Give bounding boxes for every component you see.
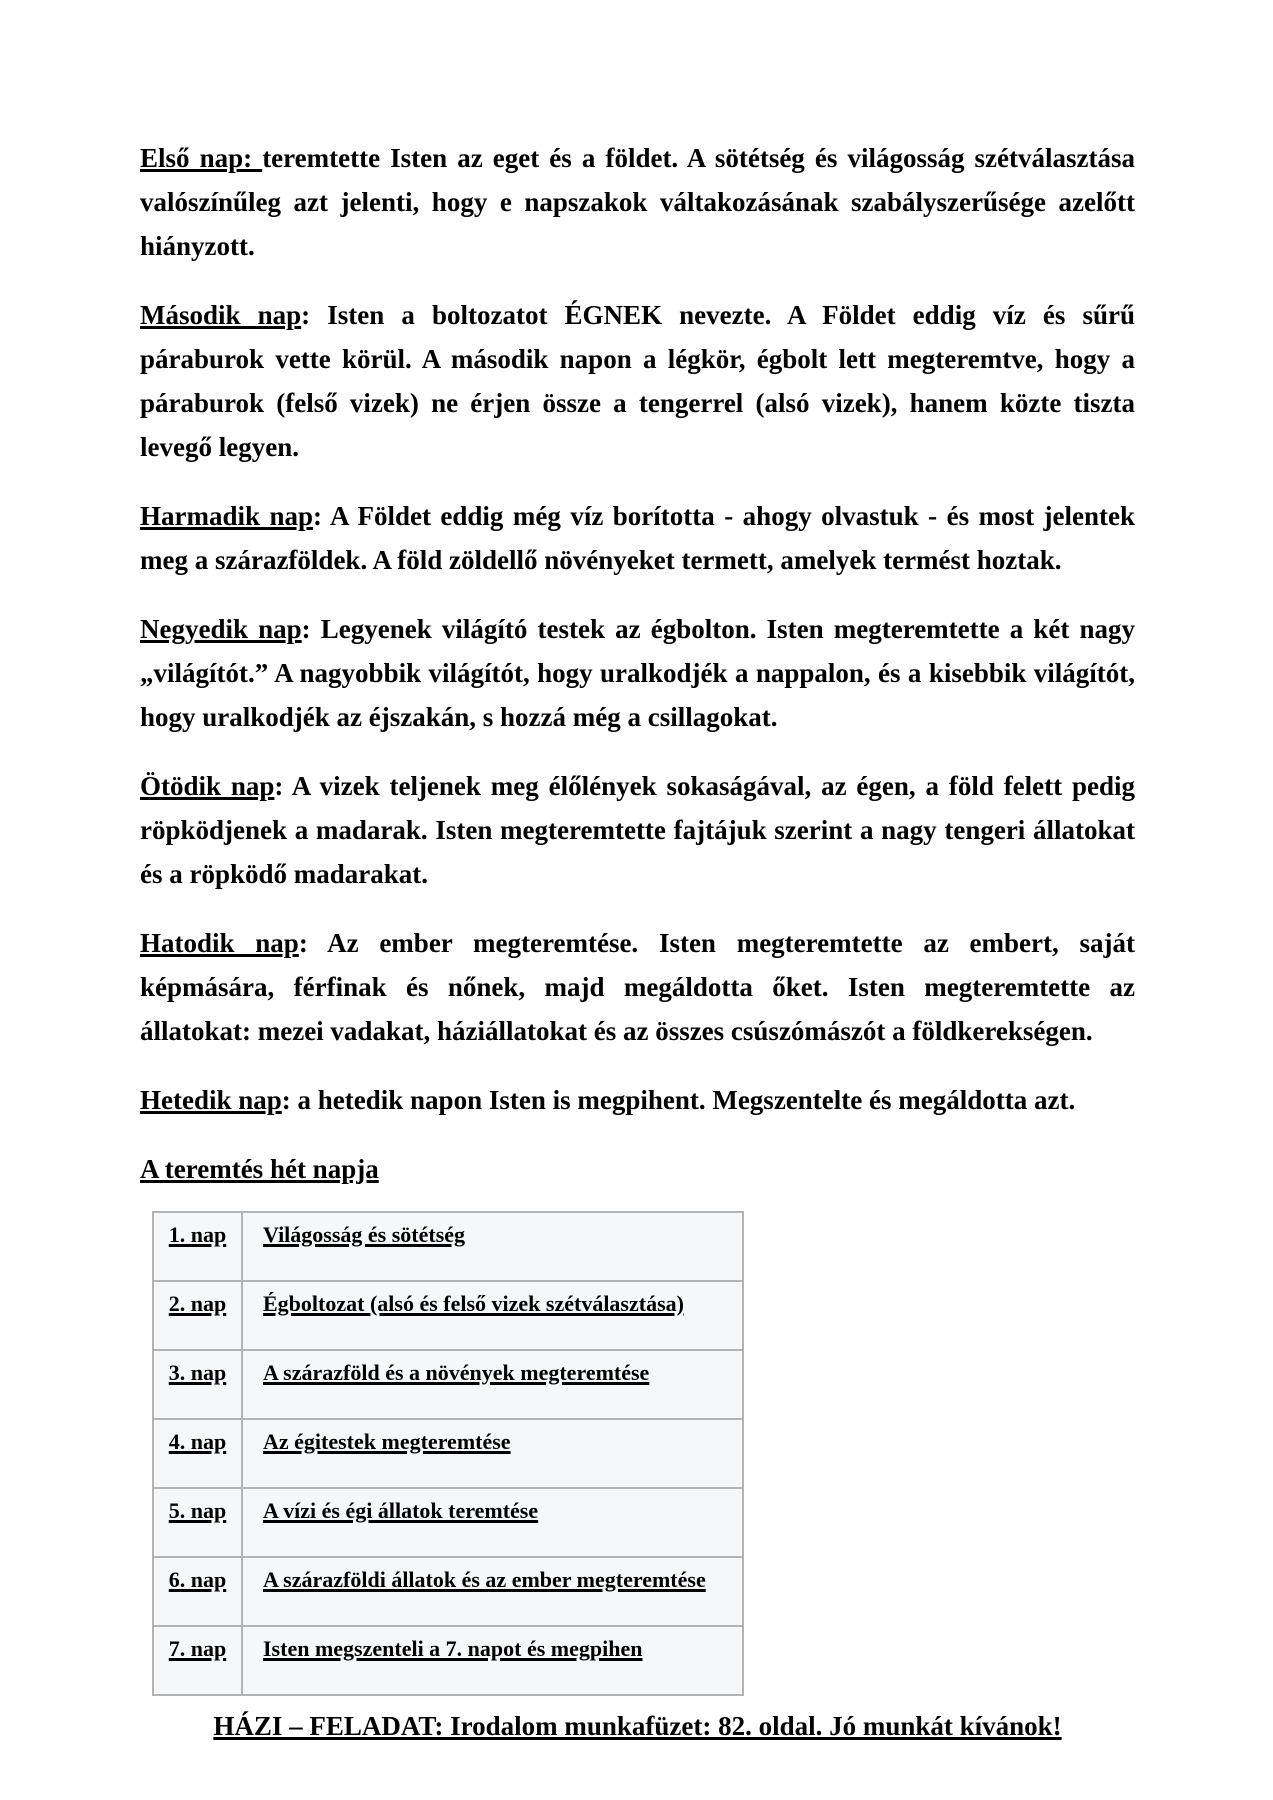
day-2-lead: Második nap xyxy=(140,300,302,330)
table-heading: A teremtés hét napja xyxy=(140,1154,379,1184)
table-row-3 xyxy=(153,1350,743,1419)
day-4-lead: Negyedik nap xyxy=(140,614,302,644)
event-cell-4 xyxy=(242,1419,743,1488)
day-5-text: : A vizek teljenek meg élőlények sokaságával, az égen, a föld felett pedig röpködjenek a madarak. Isten megteremtette fajtájuk szerint a nagy tengeri állatokat és a röpködő madarakat. xyxy=(140,771,1135,889)
event-cell-3 xyxy=(242,1350,743,1419)
event-label-1: Világosság és sötétség xyxy=(263,1222,466,1247)
paragraph-day-4 xyxy=(140,607,1135,739)
day-4-text: : Legyenek világító testek az égbolton. Isten megteremtette a két nagy „világítót.” A nagyobbik világítót, hogy uralkodjék a nappalon, és a kisebbik világítót, hogy uralkodjék az éjszakán, s hozzá még a csillagokat. xyxy=(140,614,1135,732)
event-cell-5 xyxy=(242,1488,743,1557)
homework-text: HÁZI – FELADAT: Irodalom munkafüzet: 82. oldal. Jó munkát kívánok! xyxy=(213,1711,1062,1741)
paragraph-day-1 xyxy=(140,136,1135,268)
day-label-7: 7. nap xyxy=(168,1636,227,1661)
event-label-2: Égboltozat (alsó és felső vizek szétválasztása) xyxy=(263,1291,684,1316)
day-1-text: teremtette Isten az eget és a földet. A sötétség és világosság szétválasztása valószínűleg azt jelenti, hogy e napszakok váltakozásának szabályszerűsége azelőtt hiányzott. xyxy=(140,143,1135,261)
event-cell-1 xyxy=(242,1212,743,1281)
paragraph-day-2 xyxy=(140,293,1135,469)
table-row-2 xyxy=(153,1281,743,1350)
day-1-lead: Első nap: xyxy=(140,143,263,173)
day-5-lead: Ötödik nap xyxy=(140,771,275,801)
event-cell-7 xyxy=(242,1626,743,1695)
day-label-2: 2. nap xyxy=(168,1291,227,1316)
table-row-6 xyxy=(153,1557,743,1626)
creation-days-table xyxy=(152,1211,744,1696)
paragraph-day-3 xyxy=(140,494,1135,582)
paragraph-day-6 xyxy=(140,921,1135,1053)
event-label-6: A szárazföldi állatok és az ember megteremtése xyxy=(263,1567,706,1592)
day-7-text: : a hetedik napon Isten is megpihent. Megszentelte és megáldotta azt. xyxy=(281,1085,1076,1115)
day-cell-2 xyxy=(153,1281,242,1350)
table-row-5 xyxy=(153,1488,743,1557)
day-label-3: 3. nap xyxy=(168,1360,227,1385)
day-cell-3 xyxy=(153,1350,242,1419)
day-cell-4 xyxy=(153,1419,242,1488)
table-row-4 xyxy=(153,1419,743,1488)
homework-note xyxy=(140,1706,1135,1746)
day-6-lead: Hatodik nap xyxy=(140,928,299,958)
event-label-7: Isten megszenteli a 7. napot és megpihen xyxy=(263,1636,643,1661)
event-cell-2 xyxy=(242,1281,743,1350)
day-label-4: 4. nap xyxy=(168,1429,227,1454)
event-label-5: A vízi és égi állatok teremtése xyxy=(263,1498,539,1523)
table-row-1 xyxy=(153,1212,743,1281)
day-cell-5 xyxy=(153,1488,242,1557)
event-label-4: Az égitestek megteremtése xyxy=(263,1429,511,1454)
day-label-6: 6. nap xyxy=(168,1567,227,1592)
event-cell-6 xyxy=(242,1557,743,1626)
table-row-7 xyxy=(153,1626,743,1695)
paragraph-day-5 xyxy=(140,764,1135,896)
day-label-5: 5. nap xyxy=(168,1498,227,1523)
day-3-text: : A Földet eddig még víz borította - ahogy olvastuk - és most jelentek meg a szárazföldek. A föld zöldellő növényeket termett, amelyek termést hoztak. xyxy=(140,501,1135,575)
day-2-text: : Isten a boltozatot ÉGNEK nevezte. A Földet eddig víz és sűrű páraburok vette körül. A második napon a légkör, égbolt lett megteremtve, hogy a páraburok (felső vizek) ne érjen össze a tengerrel (alsó vizek), hanem közte tiszta levegő legyen. xyxy=(140,300,1135,462)
day-3-lead: Harmadik nap xyxy=(140,501,314,531)
day-7-lead: Hetedik nap xyxy=(140,1085,282,1115)
day-cell-7 xyxy=(153,1626,242,1695)
day-cell-1 xyxy=(153,1212,242,1281)
day-cell-6 xyxy=(153,1557,242,1626)
event-label-3: A szárazföld és a növények megteremtése xyxy=(263,1360,650,1385)
day-label-1: 1. nap xyxy=(168,1222,227,1247)
day-6-text: : Az ember megteremtése. Isten megteremtette az embert, saját képmására, férfinak és nőnek, majd megáldotta őket. Isten megteremtette az állatokat: mezei vadakat, háziállatokat és az összes csúszómászót a földkerekségen. xyxy=(140,928,1136,1046)
paragraph-day-7 xyxy=(140,1078,1135,1122)
